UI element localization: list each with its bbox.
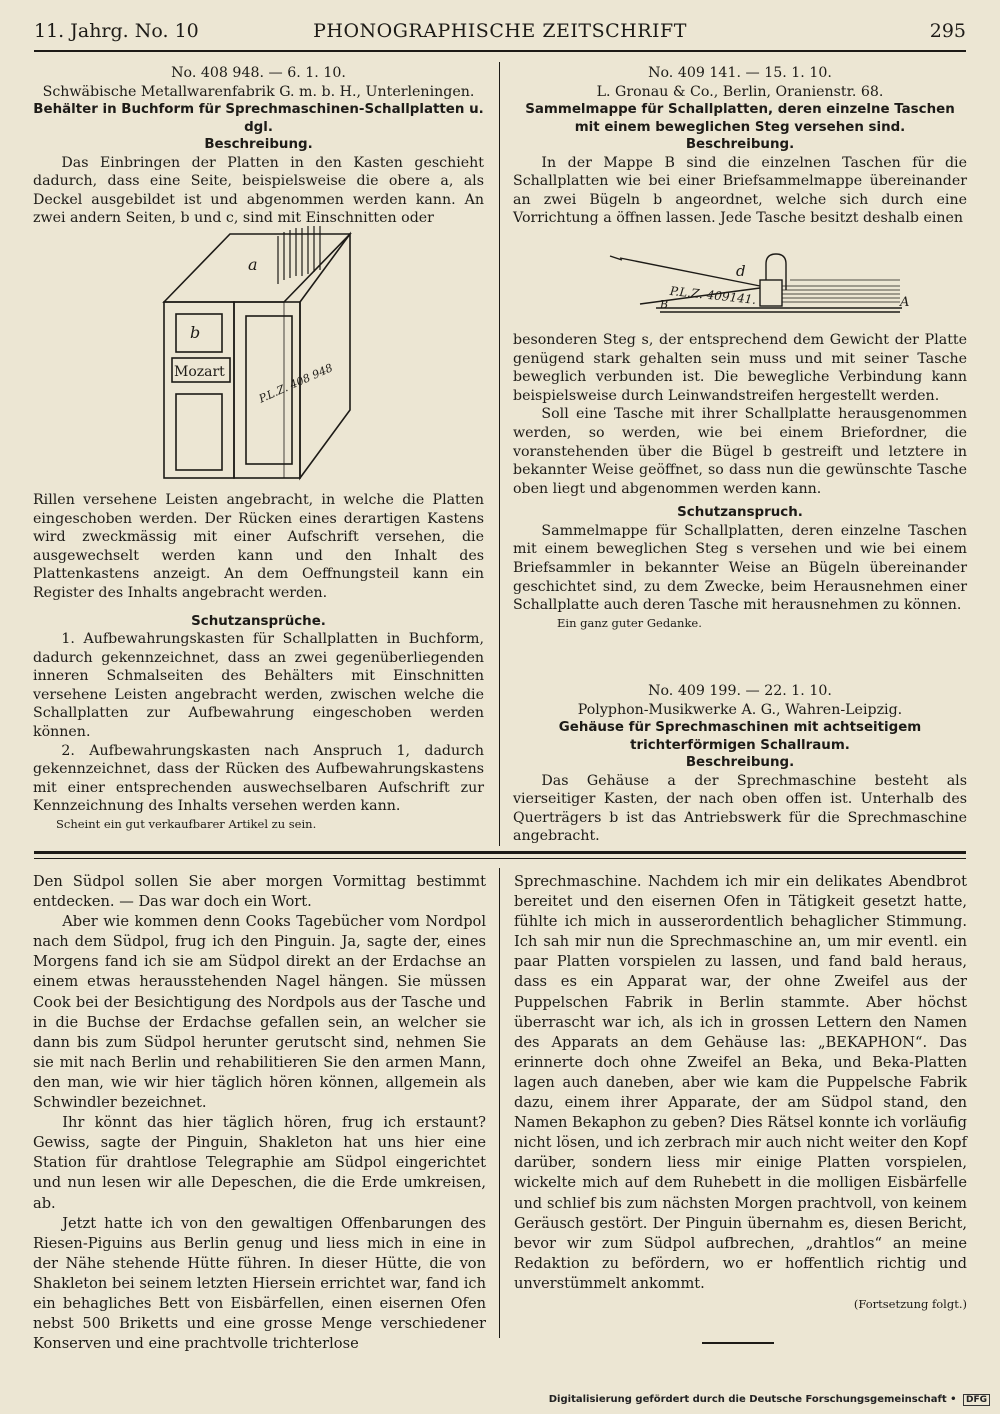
record-folder-figure xyxy=(520,246,920,322)
description-part-2: besonderen Steg s, der entsprechend dem Gewicht der Platte genügend stark gehalten sein muss und mit seiner Tasche beweglich verbunden ist. Die bewegliche Verbindung kann beispielsweise durch Leinwandstreifen hergestellt werden. xyxy=(513,332,967,404)
claim-2: 2. Aufbewahrungskasten nach Anspruch 1, dadurch gekennzeichnet, dass der Rücken des Aufbewahrungskastens mit einer entsprechenden auswechselbaren Aufschrift zur Kennzeichnung des Inhalts versehen werden kann. xyxy=(33,742,484,815)
patent-408948 xyxy=(33,64,484,228)
editor-remark: Ein ganz guter Gedanke. xyxy=(557,615,702,630)
figure-label-b: b xyxy=(190,323,201,342)
patent-title: Gehäuse für Sprechmaschinen mit achtseitigem trichterförmigen Schallraum. xyxy=(558,720,922,753)
patent-number-line: No. 409 199. — 22. 1. 10. xyxy=(648,683,832,699)
patent-company: L. Gronau & Co., Berlin, Oranienstr. 68. xyxy=(596,83,884,100)
patent-409141-continued xyxy=(513,331,967,631)
patent-number-line: No. 409 141. — 15. 1. 10. xyxy=(648,65,832,81)
patent-company: Polyphon-Musikwerke A. G., Wahren-Leipzig. xyxy=(577,701,903,718)
figure-spine-text: Mozart xyxy=(174,364,225,380)
book-box-figure xyxy=(150,222,360,490)
patent-409141 xyxy=(513,64,967,228)
claims-heading: Schutzansprüche. xyxy=(191,613,326,629)
figure-label-a: a xyxy=(248,255,258,274)
description: Das Gehäuse a der Sprechmaschine besteht als vierseitiger Kasten, der nach oben offen ist. Unterhalb des Querträgers b ist das Antriebswerk für die Sprechmaschine angebracht. xyxy=(513,772,967,845)
column-divider-upper xyxy=(499,62,500,846)
patent-409199 xyxy=(513,682,967,846)
patent-company: Schwäbische Metallwarenfabrik G. m. b. H., Unterleningen. xyxy=(42,83,475,100)
description-heading: Beschreibung. xyxy=(204,137,313,153)
section-rule-thick xyxy=(34,851,966,854)
claim-1: 1. Aufbewahrungskasten für Schallplatten in Buchform, dadurch gekennzeichnet, dass an zwei gegenüberliegenden inneren Schmalseiten des Behälters mit Einschnitten versehene Leisten angebracht werden, zwischen welche die Schallplatten zur Aufbewahrung eingeschoben werden können. xyxy=(33,631,484,741)
footer-text: Digitalisierung gefördert durch die Deutsche Forschungsgemeinschaft • xyxy=(548,1394,957,1405)
section-rule-thin xyxy=(34,858,966,859)
digitization-footer xyxy=(549,1394,990,1406)
patent-title: Behälter in Buchform für Sprechmaschinen-Schallplatten u. dgl. xyxy=(33,102,484,135)
description-part-1: In der Mappe B sind die einzelnen Taschen für die Schallplatten wie bei einer Briefsammelmappe übereinander an zwei Bügeln b angeordnet, welche sich durch eine Vorrichtung a öffnen lassen. Jede Tasche besitzt deshalb einen xyxy=(513,154,967,227)
story-left-column xyxy=(33,872,486,1354)
figure-label-B: B xyxy=(660,298,669,311)
end-rule xyxy=(702,1342,774,1344)
description-part-1: Das Einbringen der Platten in den Kasten geschieht dadurch, dass eine Seite, beispielsweise die obere a, als Deckel ausgebildet ist und abgenommen werden kann. An zwei andern Seiten, b und c, sind mit Einschnitten oder xyxy=(33,154,484,227)
description-part-2: Rillen versehene Leisten angebracht, in welche die Platten eingeschoben werden. Der Rücken eines derartigen Kastens wird zweckmässig mit einer Aufschrift versehen, die ausgewechselt werden kann und den Inhalt des Plattenkastens anzeigt. An dem Oeffnungsteil kann ein Register des Inhalts angebracht werden. xyxy=(33,492,484,601)
page-number: 295 xyxy=(929,20,966,42)
description-heading: Beschreibung. xyxy=(685,137,795,153)
claim: Sammelmappe für Schallplatten, deren einzelne Taschen mit einem beweglichen Steg s versehen und wie bei einem Briefsammler in bekannter Weise an Bügeln übereinander geschichtet sind, zu dem Zwecke, beim Herausnehmen einer Schallplatte auch deren Tasche mit herausnehmen zu können. xyxy=(513,522,967,614)
continuation-note: (Fortsetzung folgt.) xyxy=(853,1296,967,1311)
dfg-logo: DFG xyxy=(963,1394,990,1406)
header-rule xyxy=(34,50,966,52)
patent-title: Sammelmappe für Schallplatten, deren einzelne Taschen mit einem beweglichen Steg versehen sind. xyxy=(525,102,955,135)
story-right-column xyxy=(514,872,967,1314)
patent-number-line: No. 408 948. — 6. 1. 10. xyxy=(171,65,346,81)
editor-remark: Scheint ein gut verkaufbarer Artikel zu sein. xyxy=(56,817,317,831)
figure-label-A: A xyxy=(900,295,910,310)
figure-cover-text: P.L.Z. 408 948 xyxy=(256,361,335,406)
running-header xyxy=(34,18,966,48)
claims-heading: Schutzanspruch. xyxy=(677,505,803,521)
story-paragraph: Aber wie kommen denn Cooks Tagebücher vom Nordpol nach dem Südpol, frug ich den Pinguin. Ja, sagte der, eines Morgens fand ich sie am Südpol direkt an der Erdachse an einem etwas herausstehenden Nagel hängen. Sie müssen Cook bei der Besichtigung des Nordpols aus der Tasche und in die Buchse der Erdachse gefallen sein, an welcher sie dann bis zum Südpol herunter gerutscht sind, nehmen Sie sie mit nach Berlin und rehabilitieren Sie den armen Mann, den man, wie wir hier täglich hören können, allgemein als Schwindler bezeichnet. xyxy=(33,913,486,1112)
figure-folder-text: P.L.Z. 409141. xyxy=(669,283,757,307)
story-paragraph: Ihr könnt das hier täglich hören, frug ich erstaunt? Gewiss, sagte der Pinguin, Shakleton hat uns hier eine Station für drahtlose Telegraphie am Südpol eingerichtet und nun lesen wir alle Depeschen, die die Erde umkreisen, ab. xyxy=(33,1114,486,1212)
description-part-3: Soll eine Tasche mit ihrer Schallplatte herausgenommen werden, so werden, wie bei einem Briefordner, die voranstehenden über die Bügel b gestreift und letztere in bekannter Weise geöffnet, so dass nun die gewünschte Tasche oben liegt und abgenommen werden kann. xyxy=(513,406,967,497)
figure-label-d: d xyxy=(736,262,746,280)
story-paragraph: Jetzt hatte ich von den gewaltigen Offenbarungen des Riesen-Piguins aus Berlin genug und liess mich in eine in der Nähe stehende Hütte führen. In dieser Hütte, die von Shakleton bei seinem letzten Hiersein errichtet war, fand ich ein behagliches Bett von Eisbärfellen, einen eisernen Ofen nebst 500 Briketts und eine grosse Menge verschiedener Konserven und eine prachtvolle trichterlose xyxy=(33,1214,486,1353)
description-heading: Beschreibung. xyxy=(685,755,795,771)
story-paragraph: Sprechmaschine. Nachdem ich mir ein delikates Abendbrot bereitet und den eisernen Ofen in Tätigkeit gesetzt hatte, fühlte ich mich in ausserordentlich behaglicher Stimmung. Ich sah mir nun die Sprechmaschine an, um mir eventl. ein paar Platten vorspielen zu lassen, und fand bald heraus, dass es ein Apparat war, der ohne Zweifel aus der Puppelschen Fabrik in Berlin stammte. Aber höchst überrascht war ich, als ich in grossen Lettern den Namen des Apparats an dem Gehäuse las: „BEKAPHON“. Das erinnerte doch ohne Zweifel an Beka, und Beka-Platten lagen auch daneben, aber wie kam die Puppelsche Fabrik dazu, einem ihrer Apparate, der am Südpol stand, den Namen Bekaphon zu geben? Dies Rätsel konnte ich vorläufig nicht lösen, und ich zerbrach mir auch nicht weiter den Kopf darüber, sondern liess mir einige Platten vorspielen, wickelte mich auf dem Ruhebett in die molligen Eisbärfelle und schlief bis zum nächsten Morgen prachtvoll, von keinem Geräusch gestört. Der Pinguin übernahm es, diesen Bericht, bevor wir zum Südpol aufbrechen, „drahtlos“ an meine Redaktion zu befördern, wo er hoffentlich richtig und unverstümmelt ankommt. xyxy=(514,873,967,1292)
patent-408948-continued xyxy=(33,491,484,832)
column-divider-lower xyxy=(499,868,500,1338)
story-paragraph: Den Südpol sollen Sie aber morgen Vormittag bestimmt entdecken. — Das war doch ein Wort. xyxy=(33,873,486,911)
issue-label: 11. Jahrg. No. 10 xyxy=(34,20,199,42)
journal-title: PHONOGRAPHISCHE ZEITSCHRIFT xyxy=(313,20,687,42)
